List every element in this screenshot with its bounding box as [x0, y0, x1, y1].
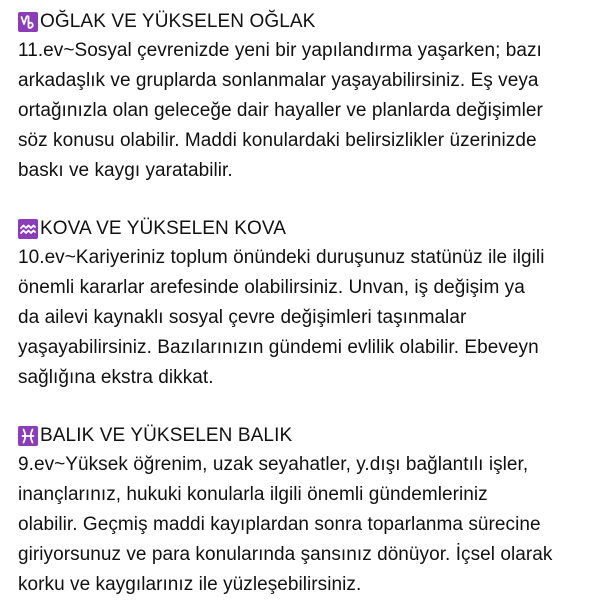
text-line: ortağınızla olan geleceğe dair hayaller ve planlarda değişimler — [18, 100, 543, 121]
text-line: inançlarınız, hukuki konularla ilgili önemli gündemleriniz — [18, 484, 488, 505]
section-aquarius — [18, 215, 590, 393]
text-line: önemli kararlar arefesinde olabilirsiniz. Unvan, iş değişim ya — [18, 277, 525, 298]
section-heading — [18, 8, 590, 36]
text-line: sağlığına ekstra dikkat. — [18, 367, 214, 388]
section-title: BALIK VE YÜKSELEN BALIK — [40, 425, 293, 446]
text-line: arkadaşlık ve gruplarda sonlanmalar yaşayabilirsiniz. Eş veya — [18, 70, 539, 91]
aquarius-icon — [18, 219, 38, 239]
text-line: 9.ev~Yüksek öğrenim, uzak seyahatler, y.dışı bağlantılı işler, — [18, 454, 529, 475]
text-line: söz konusu olabilir. Maddi konulardaki belirsizlikler üzerinizde — [18, 130, 537, 151]
text-line: giriyorsunuz ve para konularında şansınız dönüyor. İçsel olarak — [18, 544, 553, 565]
text-line: 11.ev~Sosyal çevrenizde yeni bir yapılandırma yaşarken; bazı — [18, 40, 542, 61]
text-line: 10.ev~Kariyeriniz toplum önündeki duruşunuz statünüz ile ilgili — [18, 247, 545, 268]
section-heading — [18, 422, 590, 450]
text-line: yaşayabilirsiniz. Bazılarınızın gündemi evlilik olabilir. Ebeveyn — [18, 337, 539, 358]
section-capricorn — [18, 8, 590, 186]
section-pisces — [18, 422, 590, 600]
text-line: baskı ve kaygı yaratabilir. — [18, 160, 233, 181]
capricorn-icon — [18, 12, 38, 32]
text-line: olabilir. Geçmiş maddi kayıplardan sonra toparlanma sürecine — [18, 514, 541, 535]
text-line: da ailevi kaynaklı sosyal çevre değişimleri taşınmalar — [18, 307, 467, 328]
section-heading — [18, 215, 590, 243]
pisces-icon — [18, 426, 38, 446]
text-line: korku ve kaygılarınız ile yüzleşebilirsiniz. — [18, 574, 362, 595]
section-title: OĞLAK VE YÜKSELEN OĞLAK — [40, 11, 316, 32]
section-title: KOVA VE YÜKSELEN KOVA — [40, 218, 287, 239]
